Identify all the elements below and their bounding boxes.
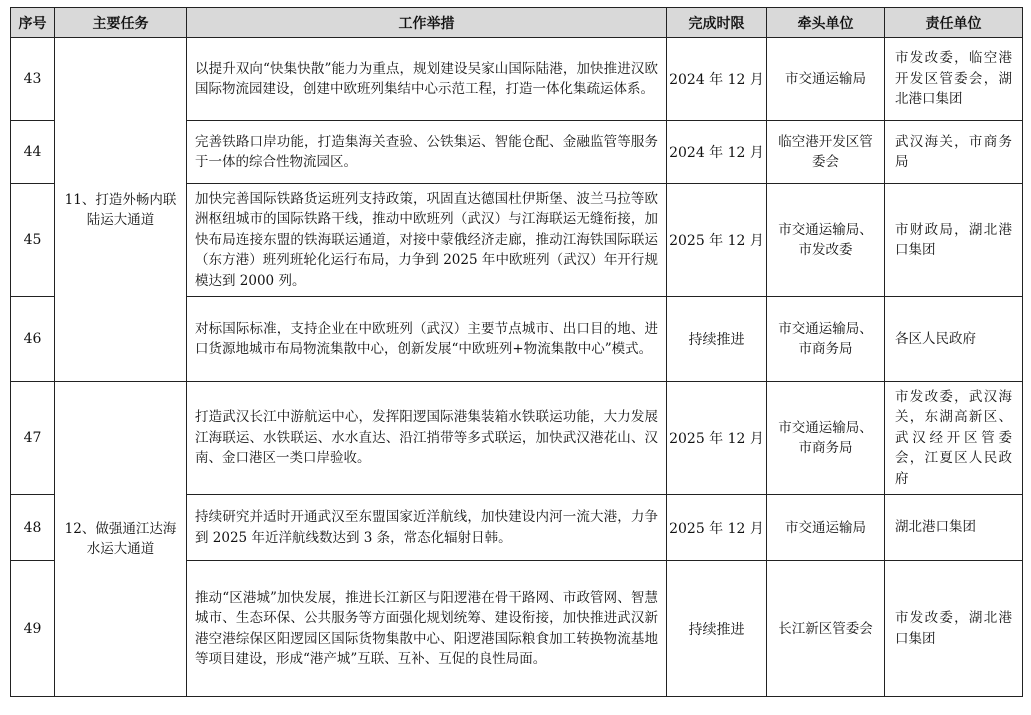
row-seq: 46 xyxy=(11,297,55,382)
policy-table xyxy=(10,7,1023,697)
row-measure: 以提升双向“快集快散”能力为重点，规划建设吴家山国际陆港，加快推进汉欧国际物流园建设，创建中欧班列集结中心示范工程，打造一体化集疏运体系。 xyxy=(187,38,667,121)
row-responsible-unit: 武汉海关，市商务局 xyxy=(885,121,1023,184)
row-responsible-unit: 市财政局，湖北港口集团 xyxy=(885,184,1023,297)
row-responsible-unit: 湖北港口集团 xyxy=(885,495,1023,561)
row-responsible-unit: 各区人民政府 xyxy=(885,297,1023,382)
row-lead-unit: 市交通运输局 xyxy=(767,495,885,561)
row-lead-unit: 市交通运输局、市发改委 xyxy=(767,184,885,297)
row-seq: 44 xyxy=(11,121,55,184)
row-measure: 推动“区港城”加快发展，推进长江新区与阳逻港在骨干路网、市政管网、智慧城市、生态环保、公共服务等方面强化规划统筹、建设衔接，加快推进武汉新港空港综保区阳逻园区国际货物集散中心、阳逻港国际粮食加工转换物流基地等项目建设，形成“港产城”互联、互补、互促的良性局面。 xyxy=(187,561,667,697)
header-task: 主要任务 xyxy=(55,8,187,38)
header-seq: 序号 xyxy=(11,8,55,38)
header-lead-unit: 牵头单位 xyxy=(767,8,885,38)
row-measure: 持续研究并适时开通武汉至东盟国家近洋航线，加快建设内河一流大港，力争到 2025 年近洋航线数达到 3 条，常态化辐射日韩。 xyxy=(187,495,667,561)
row-seq: 45 xyxy=(11,184,55,297)
row-seq: 43 xyxy=(11,38,55,121)
row-responsible-unit: 市发改委，武汉海关，东湖高新区、武汉经开区管委会，江夏区人民政府 xyxy=(885,382,1023,495)
task-cell: 12、做强通江达海水运大通道 xyxy=(55,382,187,697)
row-deadline: 2024 年 12 月 xyxy=(667,121,767,184)
row-deadline: 2025 年 12 月 xyxy=(667,382,767,495)
row-lead-unit: 市交通运输局、市商务局 xyxy=(767,382,885,495)
header-responsible-unit: 责任单位 xyxy=(885,8,1023,38)
header-measures: 工作举措 xyxy=(187,8,667,38)
row-deadline: 2024 年 12 月 xyxy=(667,38,767,121)
row-measure: 打造武汉长江中游航运中心，发挥阳逻国际港集装箱水铁联运功能，大力发展江海联运、水铁联运、水水直达、沿江捎带等多式联运，加快武汉港花山、汉南、金口港区一类口岸验收。 xyxy=(187,382,667,495)
row-lead-unit: 市交通运输局、市商务局 xyxy=(767,297,885,382)
row-deadline: 持续推进 xyxy=(667,297,767,382)
row-deadline: 2025 年 12 月 xyxy=(667,495,767,561)
row-deadline: 2025 年 12 月 xyxy=(667,184,767,297)
row-deadline: 持续推进 xyxy=(667,561,767,697)
row-lead-unit: 市交通运输局 xyxy=(767,38,885,121)
row-lead-unit: 临空港开发区管委会 xyxy=(767,121,885,184)
header-row xyxy=(11,8,1023,38)
row-measure: 完善铁路口岸功能，打造集海关查验、公铁集运、智能仓配、金融监管等服务于一体的综合性物流园区。 xyxy=(187,121,667,184)
row-seq: 47 xyxy=(11,382,55,495)
task-cell: 11、打造外畅内联陆运大通道 xyxy=(55,38,187,382)
row-seq: 48 xyxy=(11,495,55,561)
row-lead-unit: 长江新区管委会 xyxy=(767,561,885,697)
row-responsible-unit: 市发改委，湖北港口集团 xyxy=(885,561,1023,697)
table-row xyxy=(11,38,1023,121)
row-seq: 49 xyxy=(11,561,55,697)
header-deadline: 完成时限 xyxy=(667,8,767,38)
row-responsible-unit: 市发改委，临空港开发区管委会，湖北港口集团 xyxy=(885,38,1023,121)
table-row xyxy=(11,382,1023,495)
row-measure: 对标国际标准，支持企业在中欧班列（武汉）主要节点城市、出口目的地、进口货源地城市布局物流集散中心，创新发展“中欧班列+物流集散中心”模式。 xyxy=(187,297,667,382)
row-measure: 加快完善国际铁路货运班列支持政策，巩固直达德国杜伊斯堡、波兰马拉等欧洲枢纽城市的国际铁路干线，推动中欧班列（武汉）与江海联运无缝衔接，加快布局连接东盟的铁海联运通道，对接中蒙俄经济走廊，推动江海铁国际联运（东方港）班列班轮化运行布局，力争到 2025 年中欧班列（武汉）年开行规模达到 2000 列。 xyxy=(187,184,667,297)
